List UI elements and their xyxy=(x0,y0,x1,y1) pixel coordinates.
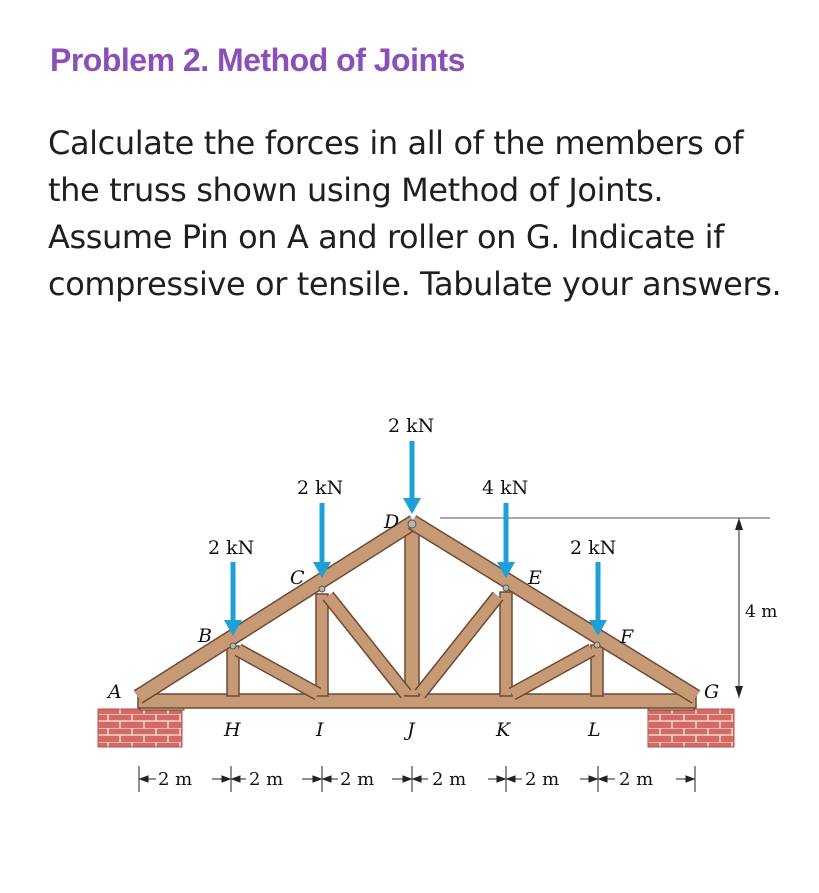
height-label: 4 m xyxy=(745,602,778,622)
joint-label-i: I xyxy=(316,719,324,741)
height-dimension xyxy=(735,518,743,698)
page-title: Problem 2. Method of Joints xyxy=(50,42,465,78)
right-brick-support xyxy=(648,709,734,747)
load-label-b: 2 kN xyxy=(208,537,255,559)
member-CI xyxy=(316,594,328,696)
joint-label-j: J xyxy=(407,719,415,741)
load-label-e: 4 kN xyxy=(482,477,529,499)
left-brick-support xyxy=(98,709,182,747)
joint-label-g: G xyxy=(704,681,720,703)
span-label-4: 2 m xyxy=(432,769,467,790)
joint-label-d: D xyxy=(384,511,400,533)
joint-label-f: F xyxy=(620,626,634,648)
arrow-down-icon xyxy=(403,441,421,514)
span-label-2: 2 m xyxy=(249,769,284,790)
joint-label-e: E xyxy=(528,567,542,589)
joint-label-k: K xyxy=(496,719,511,741)
joint-label-l: L xyxy=(588,719,601,741)
problem-statement: Calculate the forces in all of the members of the truss shown using Method of Joints. Assume Pin on A and roller on G. Indicate if compressive or tensile. Tabulate your answers. xyxy=(48,124,782,303)
joint-label-b: B xyxy=(198,625,212,647)
arrow-down-icon xyxy=(497,503,515,578)
truss-figure xyxy=(0,395,819,815)
member-EK xyxy=(500,592,512,696)
span-label-1: 2 m xyxy=(158,769,193,790)
span-label-5: 2 m xyxy=(525,769,560,790)
load-label-f: 2 kN xyxy=(570,537,617,559)
member-DJ xyxy=(405,525,419,696)
arrow-down-icon xyxy=(313,503,331,578)
load-label-d: 2 kN xyxy=(388,415,435,437)
joint-label-h: H xyxy=(224,719,241,741)
joint-label-a: A xyxy=(108,681,122,703)
span-label-3: 2 m xyxy=(340,769,375,790)
joint-label-c: C xyxy=(290,567,305,589)
span-label-6: 2 m xyxy=(619,769,654,790)
span-dimension-arrows xyxy=(140,776,694,782)
load-label-c: 2 kN xyxy=(297,477,344,499)
